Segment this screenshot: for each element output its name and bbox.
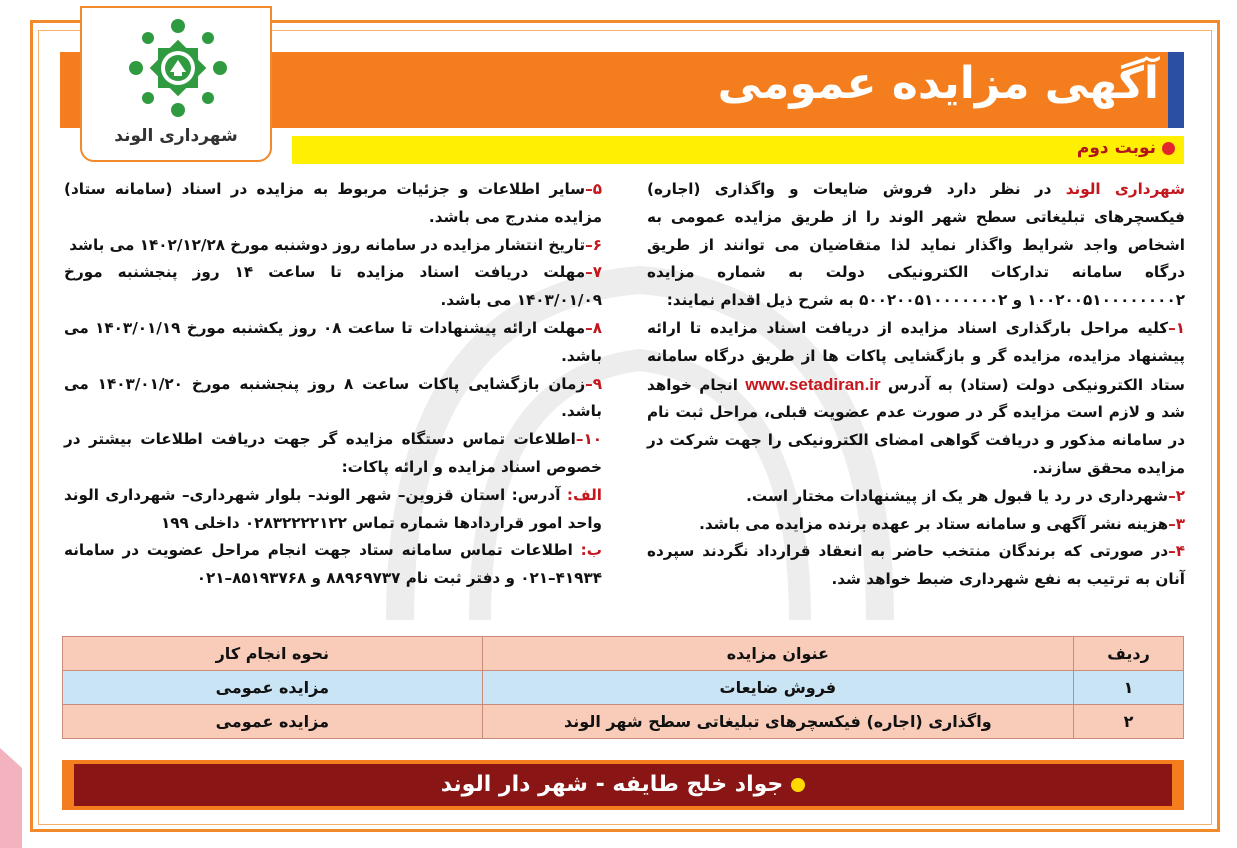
item-text: شهرداری در رد یا قبول هر یک از پیشنهادات مختار است. (746, 486, 1169, 505)
municipality-logo (80, 6, 272, 162)
item-number: ۴– (1168, 542, 1185, 561)
item-number: ۸– (585, 318, 602, 337)
left-column (64, 176, 602, 593)
setadiran-link[interactable]: www.setadiran.ir (745, 374, 881, 394)
table-cell: مزایده عمومی (63, 671, 483, 705)
table-row (63, 705, 1184, 739)
header-accent (1168, 52, 1184, 128)
item-number: ۳– (1168, 514, 1185, 533)
table-cell: مزایده عمومی (63, 705, 483, 739)
item-text: زمان بازگشایی پاکات ساعت ۸ روز پنجشنبه مورخ ۱۴۰۳/۰۱/۲۰ می باشد. (64, 374, 602, 421)
list-item (647, 315, 1185, 483)
contact-text: اطلاعات تماس سامانه ستاد جهت انجام مراحل عضویت در سامانه ۴۱۹۳۴–۰۲۱ و دفتر ثبت نام ۸۸۹۶۹۷۳۷ و ۸۵۱۹۳۷۶۸–۰۲۱ (64, 541, 602, 588)
table-row (63, 671, 1184, 705)
auction-table (62, 636, 1184, 739)
item-text: هزینه نشر آگهی و سامانه ستاد بر عهده برنده مزایده می باشد. (699, 514, 1169, 533)
intro-text: در نظر دارد فروش ضایعات و واگذاری (اجاره) فیکسچرهای تبلیغاتی سطح شهر الوند را از طریق مزایده عمومی به اشخاص واجد شرایط واگذار نماید لذا متقاضیان می توانند از طریق درگاه سامانه تدارکات الکترونیکی دولت به شماره مزایده ۱۰۰۲۰۰۵۱۰۰۰۰۰۰۰۰۲ و ۵۰۰۲۰۰۵۱۰۰۰۰۰۰۰۲ به شرح ذیل اقدام نمایند: (647, 180, 1185, 310)
contact-text: آدرس: استان قزوین– شهر الوند– بلوار شهرداری– شهرداری الوند واحد امور قراردادها شماره تماس ۰۲۸۳۲۲۲۲۱۲۲ داخلی ۱۹۹ (64, 485, 602, 532)
table-header: عنوان مزایده (482, 637, 1073, 671)
list-item (64, 232, 602, 260)
item-number: ۹– (585, 374, 603, 393)
item-text: سایر اطلاعات و جزئیات مربوط به مزایده در اسناد (سامانه ستاد) مزایده مندرج می باشد. (64, 180, 602, 226)
table-header-row (63, 637, 1184, 671)
right-column (647, 176, 1185, 594)
page-title: آگهی مزایده عمومی (717, 58, 1159, 109)
intro-org: شهرداری الوند (1065, 180, 1185, 198)
item-text: مهلت دریافت اسناد مزایده تا ساعت ۱۴ روز پنجشنبه مورخ ۱۴۰۳/۰۱/۰۹ می باشد. (64, 263, 602, 310)
table-cell: فروش ضایعات (482, 671, 1073, 705)
contact-label: الف: (566, 485, 602, 504)
list-item (64, 176, 602, 232)
item-text: اطلاعات تماس دستگاه مزایده گر جهت دریافت اطلاعات بیشتر در خصوص اسناد مزایده و ارائه پاکات: (64, 430, 602, 476)
list-item (64, 315, 602, 371)
item-number: ۱۰– (575, 430, 602, 449)
list-item (64, 371, 602, 427)
bullet-dot-icon (791, 778, 805, 792)
item-text: انجام خواهد شد و لازم است مزایده گر در صورت عدم عضویت قبلی، مراحل ثبت نام در سامانه مذکور و دریافت گواهی امضای الکترونیکی را جهت شرکت در مزایده محقق سازند. (647, 375, 1185, 477)
item-number: ۱– (1168, 318, 1185, 337)
round-bar (292, 136, 1184, 164)
item-number: ۲– (1168, 486, 1185, 505)
contact-label: ب: (580, 541, 602, 560)
intro-paragraph (647, 176, 1185, 315)
decorative-corner-mark (0, 748, 22, 848)
municipality-emblem-icon (124, 14, 232, 122)
table-header: ردیف (1074, 637, 1184, 671)
item-number: ۵– (585, 180, 602, 198)
item-text: در صورتی که برندگان منتخب حاضر به انعقاد قرارداد نگردند سپرده آنان به ترتیب به نفع شهرداری ضبط خواهد شد. (647, 542, 1185, 589)
item-text: کلیه مراحل بارگذاری اسناد مزایده از دریافت اسناد مزایده تا ارائه پیشنهاد مزایده، مزایده گر و بازگشایی پاکات ها از طریق درگاه سامانه ستاد الکترونیکی دولت (ستاد) به آدرس (647, 318, 1185, 394)
signature-text: جواد خلج طایفه - شهر دار الوند (440, 772, 784, 797)
item-text: مهلت ارائه پیشنهادات تا ساعت ۰۸ روز یکشنبه مورخ ۱۴۰۳/۰۱/۱۹ می باشد. (64, 318, 602, 365)
table-cell: ۲ (1074, 705, 1184, 739)
contact-setad (64, 537, 602, 593)
item-text: تاریخ انتشار مزایده در سامانه روز دوشنبه مورخ ۱۴۰۲/۱۲/۲۸ می باشد (69, 235, 586, 254)
contact-address (64, 482, 602, 538)
list-item (64, 259, 602, 315)
logo-caption: شهرداری الوند (114, 126, 238, 146)
table-header: نحوه انجام کار (63, 637, 483, 671)
list-item (647, 538, 1185, 594)
table-cell: ۱ (1074, 671, 1184, 705)
list-item (647, 483, 1185, 511)
footer-signature (74, 764, 1172, 806)
table-cell: واگذاری (اجاره) فیکسچرهای تبلیغاتی سطح شهر الوند (482, 705, 1073, 739)
round-label (1077, 138, 1175, 158)
item-number: ۷– (585, 263, 602, 282)
list-item (64, 426, 602, 482)
list-item (647, 511, 1185, 539)
round-text: نوبت دوم (1076, 138, 1156, 158)
item-number: ۶– (585, 235, 602, 254)
bullet-dot-icon (1162, 142, 1175, 155)
